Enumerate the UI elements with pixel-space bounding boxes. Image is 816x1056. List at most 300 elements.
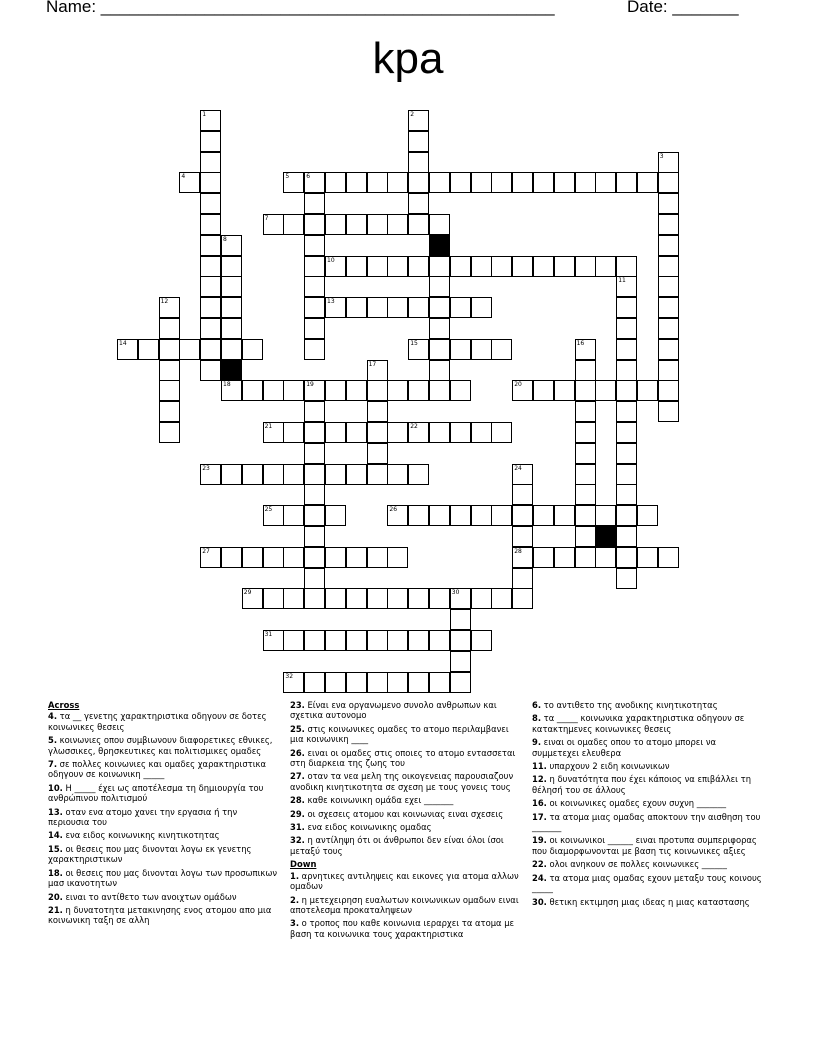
grid-cell[interactable] [367,443,388,464]
grid-cell[interactable] [304,235,325,256]
grid-cell[interactable] [616,339,637,360]
grid-cell[interactable] [575,339,596,360]
grid-cell[interactable] [408,505,429,526]
grid-cell[interactable] [346,464,367,485]
grid-cell[interactable] [658,193,679,214]
grid-cell[interactable] [325,256,346,277]
grid-cell[interactable] [471,256,492,277]
grid-cell[interactable] [179,172,200,193]
clue-item [48,868,280,889]
grid-cell[interactable] [325,547,346,568]
clue-item-text: ενα ειδος κοινωνικης ομαδας [304,822,432,833]
grid-cell[interactable] [512,172,533,193]
grid-cell[interactable] [595,256,616,277]
grid-cell[interactable] [616,276,637,297]
grid-cell[interactable] [283,214,304,235]
clue-number: 4 [181,173,186,181]
grid-cell[interactable] [429,505,450,526]
grid-cell[interactable] [471,422,492,443]
grid-cell[interactable] [387,214,408,235]
clue-item [290,822,522,832]
grid-cell[interactable] [159,401,180,422]
grid-cell[interactable] [408,380,429,401]
grid-cell[interactable] [367,672,388,693]
black-cell [429,235,450,256]
grid-cell[interactable] [159,380,180,401]
grid-cell[interactable] [616,484,637,505]
grid-cell[interactable] [304,172,325,193]
grid-cell[interactable] [387,588,408,609]
grid-cell[interactable] [242,339,263,360]
grid-cell[interactable] [616,422,637,443]
grid-cell[interactable] [408,214,429,235]
grid-cell[interactable] [616,172,637,193]
clue-item-text: η δυνατοτητα μετακινησης ενος ατομου απο μια κοινωνικη ταξη σε αλλη [48,904,272,926]
grid-cell[interactable] [367,401,388,422]
grid-cell[interactable] [263,588,284,609]
grid-cell[interactable] [408,630,429,651]
grid-cell[interactable] [450,297,471,318]
grid-cell[interactable] [200,256,221,277]
grid-cell[interactable] [346,297,367,318]
grid-cell[interactable] [325,672,346,693]
grid-cell[interactable] [200,297,221,318]
grid-cell[interactable] [429,276,450,297]
grid-cell[interactable] [450,380,471,401]
grid-cell[interactable] [221,235,242,256]
grid-cell[interactable] [367,588,388,609]
grid-cell[interactable] [242,464,263,485]
clue-item-text: οι θεσεις που μας δινονται λογω των προσωπικων μασ ικανοτητων [48,867,278,889]
grid-cell[interactable] [408,172,429,193]
grid-cell[interactable] [304,588,325,609]
grid-cell[interactable] [408,152,429,173]
grid-cell[interactable] [283,547,304,568]
grid-cell[interactable] [408,588,429,609]
clue-number: 18 [223,381,231,389]
clue-item-number: 5. [48,735,58,746]
clue-item-number: 16. [532,798,547,809]
clue-number: 27 [202,547,210,555]
grid-cell[interactable] [283,172,304,193]
grid-cell[interactable] [408,193,429,214]
grid-cell[interactable] [221,380,242,401]
grid-cell[interactable] [429,172,450,193]
grid-cell[interactable] [658,360,679,381]
grid-cell[interactable] [658,318,679,339]
grid-cell[interactable] [429,256,450,277]
grid-cell[interactable] [367,297,388,318]
grid-cell[interactable] [304,401,325,422]
grid-cell[interactable] [117,339,138,360]
grid-cell[interactable] [387,297,408,318]
grid-cell[interactable] [658,214,679,235]
grid-cell[interactable] [304,297,325,318]
grid-cell[interactable] [263,464,284,485]
grid-cell[interactable] [387,505,408,526]
grid-cell[interactable] [575,505,596,526]
clue-item-number: 12. [532,774,547,785]
grid-cell[interactable] [263,380,284,401]
grid-cell[interactable] [533,256,554,277]
grid-cell[interactable] [263,505,284,526]
clue-number: 25 [264,506,273,514]
grid-cell[interactable] [554,172,575,193]
grid-cell[interactable] [325,380,346,401]
grid-cell[interactable] [658,172,679,193]
grid-cell[interactable] [387,256,408,277]
clue-item-text: ειναι οι ομαδες οπου το ατομο μπορει να συμμετεχει ελευθερα [532,737,717,758]
grid-cell[interactable] [595,547,616,568]
grid-cell[interactable] [367,380,388,401]
grid-cell[interactable] [658,297,679,318]
clue-item [48,783,280,804]
grid-cell[interactable] [283,422,304,443]
grid-cell[interactable] [658,256,679,277]
grid-cell[interactable] [221,339,242,360]
grid-cell[interactable] [491,172,512,193]
grid-cell[interactable] [304,526,325,547]
clue-item [532,798,764,808]
grid-cell[interactable] [408,131,429,152]
grid-cell[interactable] [325,172,346,193]
grid-cell[interactable] [554,505,575,526]
grid-cell[interactable] [387,630,408,651]
grid-cell[interactable] [304,443,325,464]
grid-cell[interactable] [346,172,367,193]
clue-item-text: η δυνατότητα που έχει κάποιος να επιβάλλει τη θέλησή του σε άλλους [532,774,752,795]
grid-cell[interactable] [408,256,429,277]
grid-cell[interactable] [387,547,408,568]
grid-cell[interactable] [263,547,284,568]
grid-cell[interactable] [200,547,221,568]
grid-cell[interactable] [304,214,325,235]
grid-cell[interactable] [471,505,492,526]
grid-cell[interactable] [554,256,575,277]
clue-number: 2 [410,111,415,118]
grid-cell[interactable] [429,588,450,609]
grid-cell[interactable] [387,422,408,443]
clue-item [48,844,280,865]
grid-cell[interactable] [450,256,471,277]
grid-cell[interactable] [304,193,325,214]
grid-cell[interactable] [283,464,304,485]
grid-cell[interactable] [221,276,242,297]
grid-cell[interactable] [658,401,679,422]
grid-cell[interactable] [429,297,450,318]
grid-cell[interactable] [346,256,367,277]
grid-cell[interactable] [533,505,554,526]
grid-cell[interactable] [346,214,367,235]
grid-cell[interactable] [304,672,325,693]
grid-cell[interactable] [325,588,346,609]
grid-cell[interactable] [367,630,388,651]
grid-cell[interactable] [575,380,596,401]
grid-cell[interactable] [450,630,471,651]
grid-cell[interactable] [658,380,679,401]
grid-cell[interactable] [387,464,408,485]
grid-cell[interactable] [450,422,471,443]
grid-cell[interactable] [408,422,429,443]
grid-cell[interactable] [512,505,533,526]
grid-cell[interactable] [283,505,304,526]
clue-number: 10 [327,256,335,264]
grid-cell[interactable] [200,172,221,193]
clue-item-text: οι θεσεις που μας δινονται λογω εκ γενετης χαρακτηριστικων [48,843,252,865]
clue-number: 1 [202,111,207,118]
grid-cell[interactable] [304,484,325,505]
grid-cell[interactable] [491,256,512,277]
grid-cell[interactable] [616,464,637,485]
grid-cell[interactable] [491,422,512,443]
grid-cell[interactable] [450,609,471,630]
grid-cell[interactable] [200,339,221,360]
grid-cell[interactable] [616,443,637,464]
clue-item-number: 9. [532,737,542,748]
grid-cell[interactable] [200,276,221,297]
grid-cell[interactable] [471,588,492,609]
grid-cell[interactable] [200,131,221,152]
grid-cell[interactable] [325,505,346,526]
grid-cell[interactable] [304,380,325,401]
clue-number: 16 [576,339,585,347]
grid-cell[interactable] [512,464,533,485]
grid-cell[interactable] [304,339,325,360]
grid-cell[interactable] [387,380,408,401]
grid-cell[interactable] [263,422,284,443]
grid-cell[interactable] [512,380,533,401]
grid-cell[interactable] [304,318,325,339]
grid-cell[interactable] [471,339,492,360]
grid-cell[interactable] [200,360,221,381]
grid-cell[interactable] [387,672,408,693]
grid-cell[interactable] [512,568,533,589]
grid-cell[interactable] [616,505,637,526]
grid-cell[interactable] [575,526,596,547]
grid-cell[interactable] [616,318,637,339]
grid-cell[interactable] [429,380,450,401]
grid-cell[interactable] [658,339,679,360]
grid-cell[interactable] [221,547,242,568]
grid-cell[interactable] [221,256,242,277]
grid-cell[interactable] [346,380,367,401]
grid-cell[interactable] [408,464,429,485]
grid-cell[interactable] [367,547,388,568]
grid-cell[interactable] [637,172,658,193]
grid-cell[interactable] [512,547,533,568]
grid-cell[interactable] [346,588,367,609]
grid-cell[interactable] [304,256,325,277]
grid-cell[interactable] [429,422,450,443]
grid-cell[interactable] [429,339,450,360]
grid-cell[interactable] [242,547,263,568]
grid-cell[interactable] [179,339,200,360]
grid-cell[interactable] [138,339,159,360]
clue-item [48,905,280,926]
grid-cell[interactable] [491,339,512,360]
grid-cell[interactable] [283,588,304,609]
grid-cell[interactable] [429,318,450,339]
grid-cell[interactable] [512,526,533,547]
grid-cell[interactable] [304,630,325,651]
grid-cell[interactable] [616,568,637,589]
grid-cell[interactable] [283,672,304,693]
clue-number: 17 [368,360,377,368]
grid-cell[interactable] [616,401,637,422]
grid-cell[interactable] [554,547,575,568]
grid-cell[interactable] [159,360,180,381]
grid-cell[interactable] [159,339,180,360]
grid-cell[interactable] [471,630,492,651]
grid-cell[interactable] [346,547,367,568]
grid-cell[interactable] [304,276,325,297]
grid-cell[interactable] [658,235,679,256]
grid-cell[interactable] [429,630,450,651]
clue-number: 8 [223,235,227,243]
grid-cell[interactable] [325,464,346,485]
grid-cell[interactable] [159,297,180,318]
clue-item-text: οταν τα νεα μελη της οικογενειας παρουσιαζουν ανοδικη κινητικοτητα σε σχεση με τους γονεις τους [290,771,514,792]
grid-cell[interactable] [450,588,471,609]
grid-cell[interactable] [367,422,388,443]
grid-cell[interactable] [200,152,221,173]
grid-cell[interactable] [304,422,325,443]
grid-cell[interactable] [367,214,388,235]
grid-cell[interactable] [304,505,325,526]
grid-cell[interactable] [512,588,533,609]
grid-cell[interactable] [616,297,637,318]
grid-cell[interactable] [554,380,575,401]
grid-cell[interactable] [367,360,388,381]
grid-cell[interactable] [491,505,512,526]
grid-cell[interactable] [221,464,242,485]
grid-cell[interactable] [512,484,533,505]
grid-cell[interactable] [450,505,471,526]
clue-item-number: 27. [290,771,305,782]
grid-cell[interactable] [159,318,180,339]
grid-cell[interactable] [408,297,429,318]
grid-cell[interactable] [263,214,284,235]
grid-cell[interactable] [304,464,325,485]
grid-cell[interactable] [471,297,492,318]
clue-item [290,895,522,916]
grid-cell[interactable] [575,484,596,505]
grid-cell[interactable] [283,630,304,651]
grid-cell[interactable] [575,422,596,443]
grid-cell[interactable] [595,172,616,193]
grid-cell[interactable] [616,526,637,547]
grid-cell[interactable] [637,547,658,568]
grid-cell[interactable] [200,318,221,339]
grid-cell[interactable] [429,672,450,693]
clue-item-text: ενα ειδος κοινωνικης κινητικοτητας [62,830,220,841]
grid-cell[interactable] [658,152,679,173]
clue-item [532,873,764,894]
grid-cell[interactable] [533,380,554,401]
black-cell [595,526,616,547]
clue-number: 28 [514,547,522,555]
grid-cell[interactable] [408,110,429,131]
grid-cell[interactable] [200,110,221,131]
grid-cell[interactable] [221,318,242,339]
grid-cell[interactable] [637,380,658,401]
grid-cell[interactable] [616,360,637,381]
grid-cell[interactable] [512,256,533,277]
grid-cell[interactable] [429,214,450,235]
clue-item-number: 19. [532,835,547,846]
grid-cell[interactable] [595,505,616,526]
grid-cell[interactable] [575,547,596,568]
grid-cell[interactable] [304,547,325,568]
grid-cell[interactable] [575,464,596,485]
grid-cell[interactable] [367,172,388,193]
grid-cell[interactable] [533,172,554,193]
grid-cell[interactable] [408,672,429,693]
grid-cell[interactable] [387,172,408,193]
grid-cell[interactable] [450,672,471,693]
grid-cell[interactable] [575,443,596,464]
grid-cell[interactable] [450,172,471,193]
grid-cell[interactable] [242,380,263,401]
clue-item [290,700,522,721]
grid-cell[interactable] [346,422,367,443]
grid-cell[interactable] [575,172,596,193]
grid-cell[interactable] [325,297,346,318]
grid-cell[interactable] [159,422,180,443]
grid-cell[interactable] [616,380,637,401]
grid-cell[interactable] [658,547,679,568]
grid-cell[interactable] [575,256,596,277]
grid-cell[interactable] [367,256,388,277]
clue-number: 21 [264,423,273,430]
grid-cell[interactable] [304,568,325,589]
grid-cell[interactable] [200,193,221,214]
grid-cell[interactable] [200,464,221,485]
grid-cell[interactable] [242,588,263,609]
grid-cell[interactable] [325,422,346,443]
grid-cell[interactable] [450,651,471,672]
grid-cell[interactable] [595,380,616,401]
grid-cell[interactable] [367,464,388,485]
grid-cell[interactable] [346,672,367,693]
grid-cell[interactable] [533,547,554,568]
clue-item-number: 3. [290,918,300,929]
grid-cell[interactable] [325,214,346,235]
clue-item [532,713,764,734]
grid-cell[interactable] [450,339,471,360]
clues-column-3 [532,700,764,910]
grid-cell[interactable] [616,256,637,277]
grid-cell[interactable] [658,276,679,297]
grid-cell[interactable] [491,588,512,609]
grid-cell[interactable] [471,172,492,193]
grid-cell[interactable] [221,297,242,318]
grid-cell[interactable] [200,214,221,235]
grid-cell[interactable] [346,630,367,651]
grid-cell[interactable] [575,360,596,381]
clue-item-number: 23. [290,700,305,710]
grid-cell[interactable] [325,630,346,651]
grid-cell[interactable] [408,339,429,360]
grid-cell[interactable] [575,401,596,422]
grid-cell[interactable] [637,505,658,526]
grid-cell[interactable] [429,360,450,381]
grid-cell[interactable] [616,547,637,568]
clue-item-number: 8. [532,713,542,724]
grid-cell[interactable] [200,235,221,256]
grid-cell[interactable] [263,630,284,651]
grid-cell[interactable] [283,380,304,401]
